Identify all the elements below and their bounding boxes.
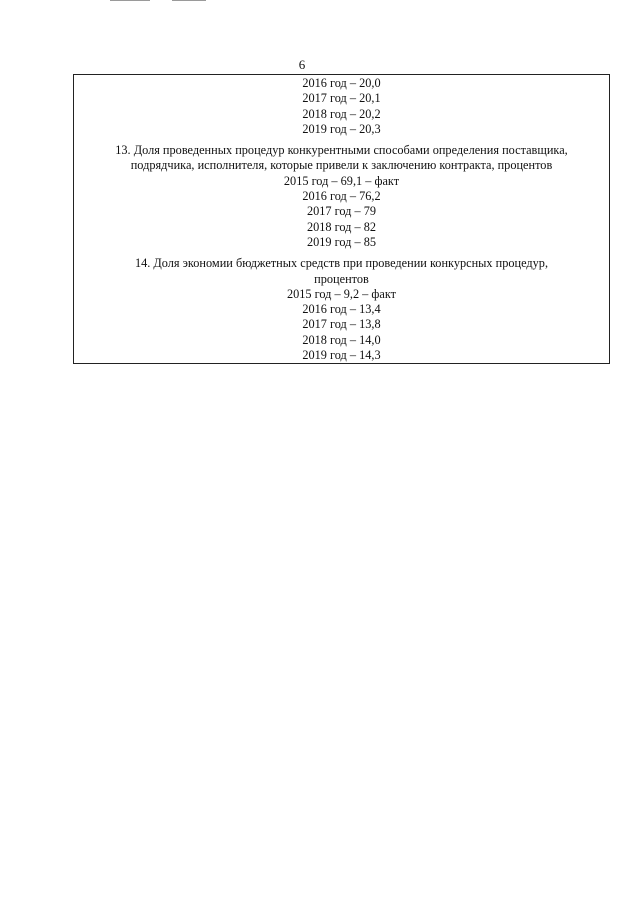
top-values-list: [74, 76, 609, 137]
value-line: 2017 год – 13,8: [302, 317, 381, 332]
value-line: 2018 год – 20,2: [302, 106, 381, 121]
value-line: 2019 год – 14,3: [302, 348, 381, 363]
scan-artifact-line: [110, 0, 150, 1]
value-line: 2016 год – 13,4: [302, 302, 381, 317]
value-line: 2015 год – 9,2 – факт: [286, 286, 397, 301]
value-line: 2015 год – 69,1 – факт: [283, 173, 400, 188]
indicator-13-heading-line: 13. Доля проведенных процедур конкурентными способами определения поставщика,: [115, 143, 568, 158]
value-line: 2018 год – 14,0: [302, 332, 381, 347]
value-line: 2017 год – 79: [306, 204, 377, 219]
value-line: 2018 год – 82: [306, 219, 377, 234]
indicator-13: [74, 143, 609, 250]
indicator-13-heading-line: подрядчика, исполнителя, которые привели к заключению контракта, процентов: [130, 158, 553, 173]
value-line: 2016 год – 76,2: [302, 189, 381, 204]
indicator-table-frame: [73, 74, 610, 364]
indicator-14: [74, 256, 609, 363]
scan-artifact-line: [172, 0, 206, 1]
indicator-14-heading-line: процентов: [314, 271, 369, 286]
value-line: 2019 год – 85: [306, 234, 377, 249]
page-number: 6: [298, 57, 306, 72]
value-line: 2017 год – 20,1: [302, 91, 381, 106]
indicator-14-heading-line: 14. Доля экономии бюджетных средств при проведении конкурсных процедур,: [134, 256, 549, 271]
value-line: 2019 год – 20,3: [302, 121, 381, 136]
value-line: 2016 год – 20,0: [302, 76, 381, 90]
